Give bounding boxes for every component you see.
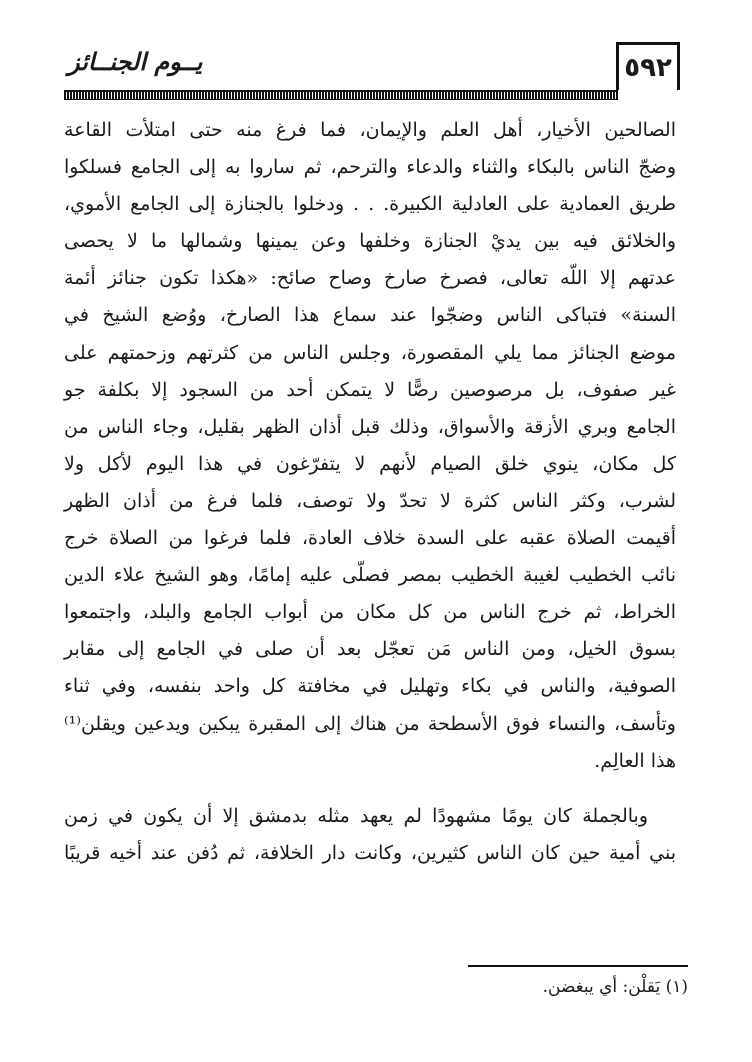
text-line: الخراط، ثم خرج الناس من كل مكان من أبواب الجامع والبلد، واجتمعوا bbox=[64, 601, 676, 624]
footnote-divider bbox=[468, 965, 688, 967]
running-title: يــوم الجنــائز bbox=[68, 48, 203, 76]
paragraph-gap bbox=[64, 780, 676, 798]
text-line: أقيمت الصلاة عقبه على السدة خلاف العادة، فلما فرغوا من الصلاة خرج bbox=[64, 527, 676, 550]
text-line: طريق العمادية على العادلية الكبيرة. . . ودخلوا بالجنازة إلى الجامع الأموي، bbox=[64, 193, 676, 216]
page-number: ٥٩٢ bbox=[616, 42, 680, 90]
text-line: غير صفوف، بل مرصوصين رصًّا لا يتمكن أحد من السجود إلا بكلفة جو bbox=[64, 378, 676, 401]
text-line: الصوفية، والناس في بكاء وتهليل في مخافتة كل واحد بنفسه، وفي ثناء bbox=[64, 675, 676, 698]
text-line: وبالجملة كان يومًا مشهودًا لم يعهد مثله بدمشق إلا أن يكون في زمن bbox=[64, 804, 648, 827]
text-line: وتأسف، والنساء فوق الأسطحة من هناك إلى المقبرة يبكين ويدعين ويقلن⁽¹⁾ bbox=[64, 712, 676, 735]
text-line: هذا العالِم. bbox=[594, 749, 676, 772]
text-line: كل مكان، ينوي خلق الصيام لأنهم لا يتفرّغون في هذا اليوم لأكل ولا bbox=[64, 452, 676, 475]
text-line: الجامع وبري الأزقة والأسواق، وذلك قبل أذان الظهر بقليل، وجاء الناس من bbox=[64, 415, 676, 438]
text-line: نائب الخطيب لغيبة الخطيب بمصر فصلّى عليه إمامًا، وهو الشيخ علاء الدين bbox=[64, 564, 676, 587]
text-line: بني أمية حين كان الناس كثيرين، وكانت دار الخلافة، ثم دُفن عند أخيه قريبًا bbox=[64, 841, 676, 864]
page-header bbox=[64, 42, 678, 104]
body-text bbox=[64, 112, 676, 872]
text-line: السنة» فتباكى الناس وضجّوا عند سماع هذا الصارخ، ووُضع الشيخ في bbox=[64, 304, 676, 327]
footnote: (١) يَقلْن: أي يبغضن. bbox=[542, 977, 688, 997]
text-line: موضع الجنائز مما يلي المقصورة، وجلس الناس من كثرتهم وزحمتهم على bbox=[64, 341, 676, 364]
text-line: الصالحين الأخيار، أهل العلم والإيمان، فما فرغ منه حتى امتلأت القاعة bbox=[64, 119, 676, 141]
text-line: والخلائق فيه بين يديْ الجنازة وخلفها وعن يمينها وشمالها ما لا يحصى bbox=[64, 230, 676, 253]
text-line: لشرب، وكثر الناس كثرة لا تحدّ ولا توصف، فلما فرغ من أذان الظهر bbox=[64, 489, 676, 512]
text-line: بسوق الخيل، ومن الناس مَن تعجّل بعد أن صلى في الجامع إلى مقابر bbox=[64, 638, 676, 661]
text-line: عدتهم إلا اللّه تعالى، فصرخ صارخ وصاح صائح: «هكذا تكون جنائز أئمة bbox=[64, 267, 676, 290]
header-rule bbox=[64, 90, 618, 100]
text-line: وضجّ الناس بالبكاء والثناء والدعاء والترحم، ثم ساروا به إلى الجامع فسلكوا bbox=[64, 156, 676, 179]
